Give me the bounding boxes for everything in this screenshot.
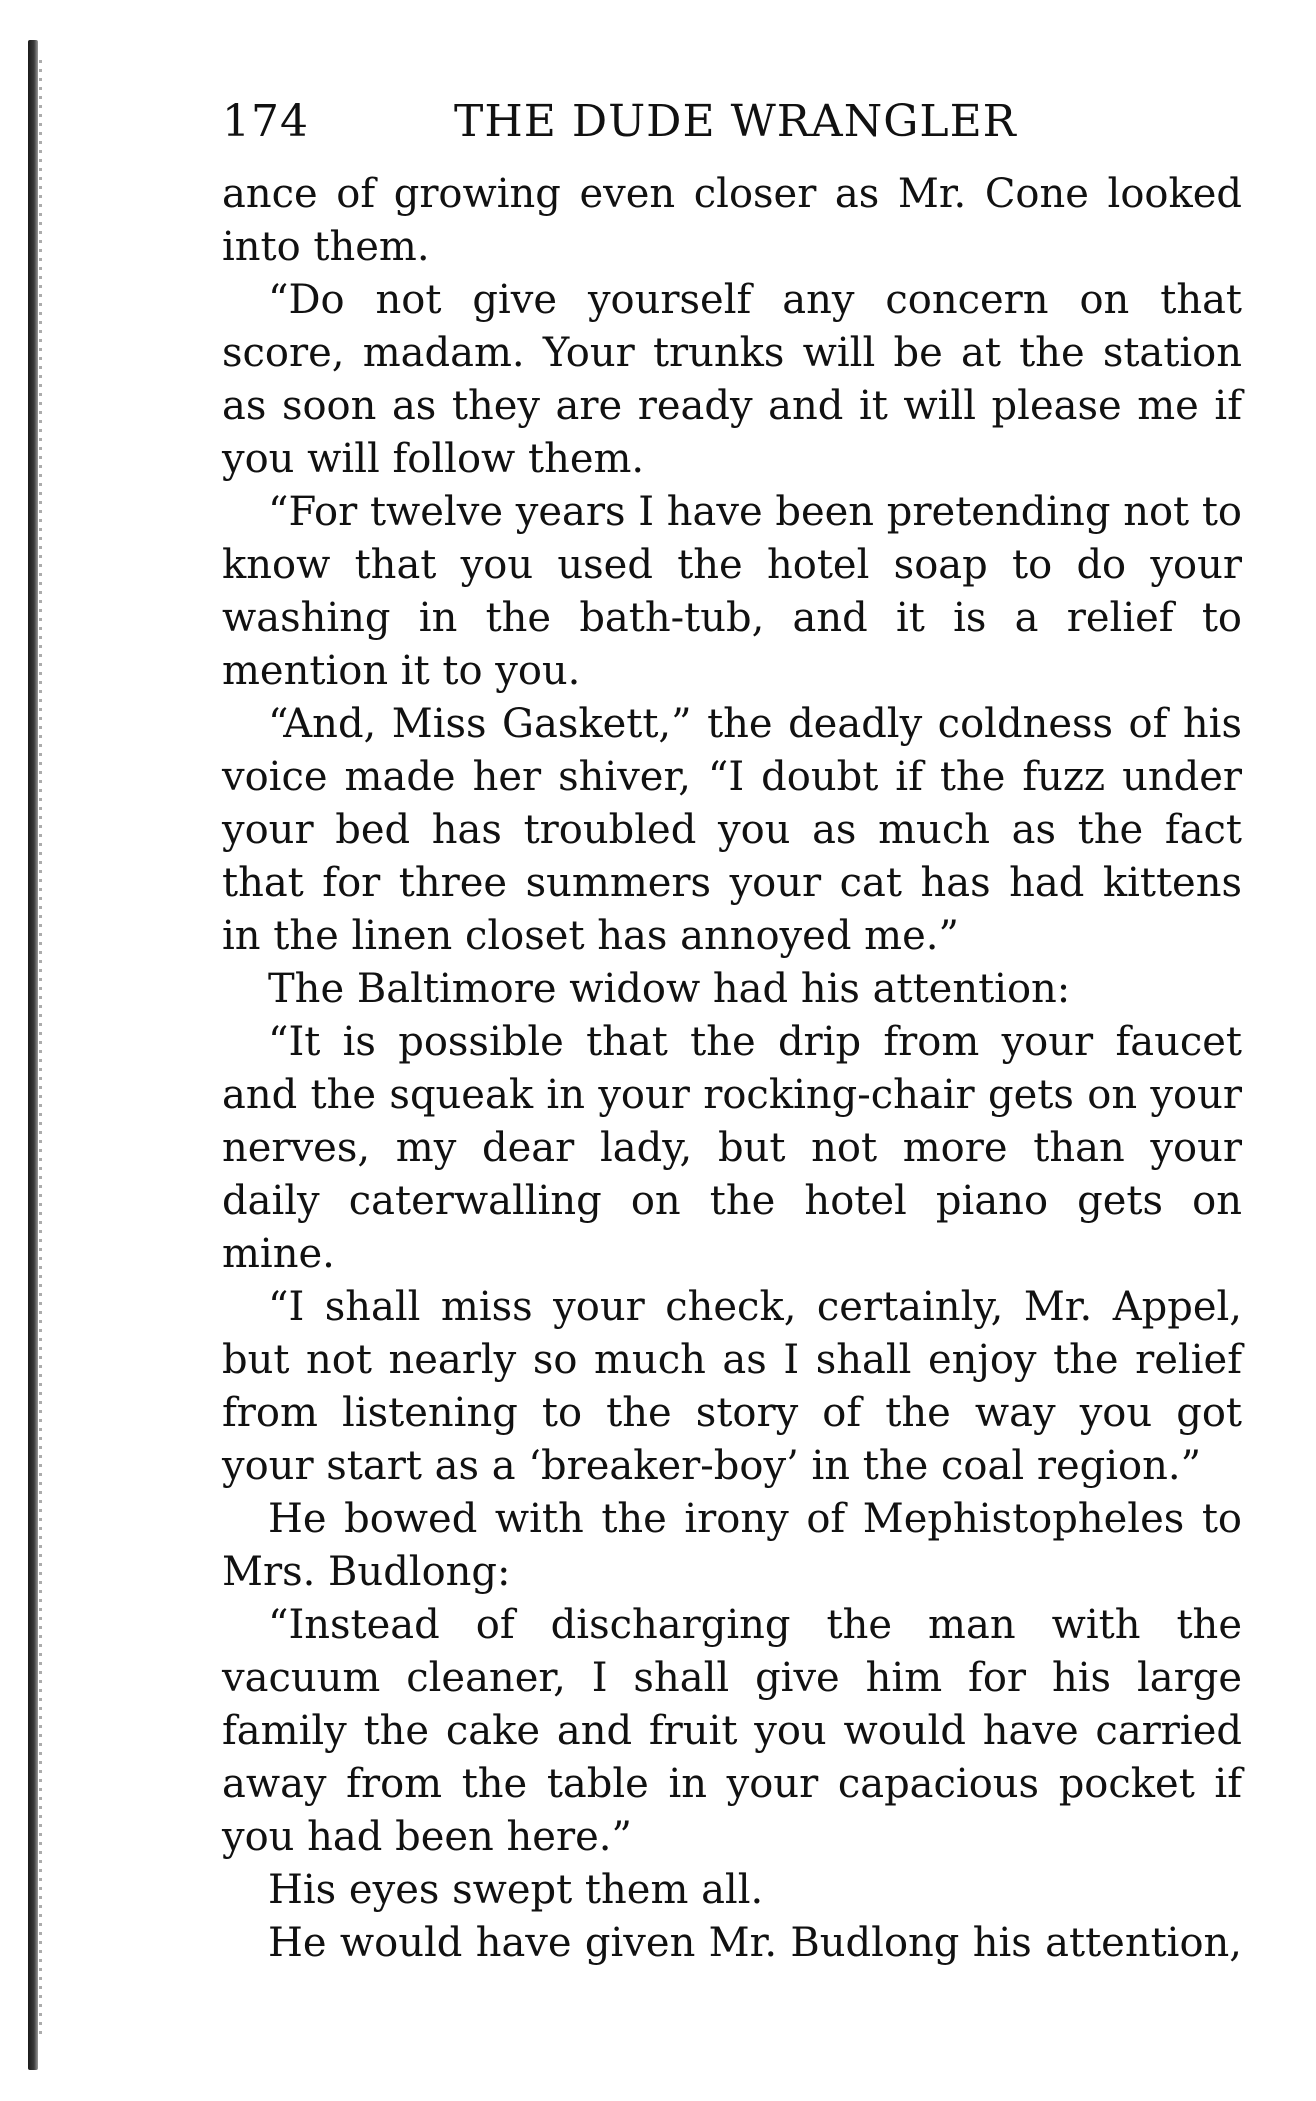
paragraph: He would have given Mr. Budlong his attention, [268, 1920, 1242, 1966]
book-title: THE DUDE WRANGLER [454, 96, 1017, 147]
paragraph: “And, Miss Gaskett,” the deadly coldness of his voice made her shiver, “I doubt if the fuzz under your bed has troubled you as much as the fact that for three summers your cat has had kittens in the linen closet has annoyed me.” [222, 701, 1242, 959]
page-number: 174 [222, 96, 309, 147]
paragraph: “I shall miss your check, certainly, Mr. Appel, but not nearly so much as I shall enjoy the relief from listening to the story of the way you got your start as a ‘breaker-boy’ in the coal region.” [222, 1284, 1242, 1489]
paragraph: He bowed with the irony of Mephistopheles to Mrs. Budlong: [222, 1496, 1242, 1595]
paragraph: The Baltimore widow had his attention: [268, 966, 1071, 1012]
paragraph: “Do not give yourself any concern on that score, madam. Your trunks will be at the station as soon as they are ready and it will please me if you will follow them. [222, 277, 1242, 482]
paragraph: “It is possible that the drip from your faucet and the squeak in your rocking-chair gets on your nerves, my dear lady, but not more than your daily caterwalling on the hotel piano gets on mine. [222, 1019, 1242, 1277]
paragraph: “For twelve years I have been pretending not to know that you used the hotel soap to do your washing in the bath-tub, and it is a relief to mention it to you. [222, 489, 1242, 694]
paragraph: “Instead of discharging the man with the vacuum cleaner, I shall give him for his large family the cake and fruit you would have carried away from the table in your capacious pocket if you had been here.” [222, 1602, 1242, 1860]
running-head [222, 92, 1242, 152]
page-binding-edge [28, 40, 38, 2070]
paragraph: His eyes swept them all. [268, 1867, 764, 1913]
body-text [222, 168, 1242, 1970]
paragraph: ance of growing even closer as Mr. Cone looked into them. [222, 171, 1242, 270]
